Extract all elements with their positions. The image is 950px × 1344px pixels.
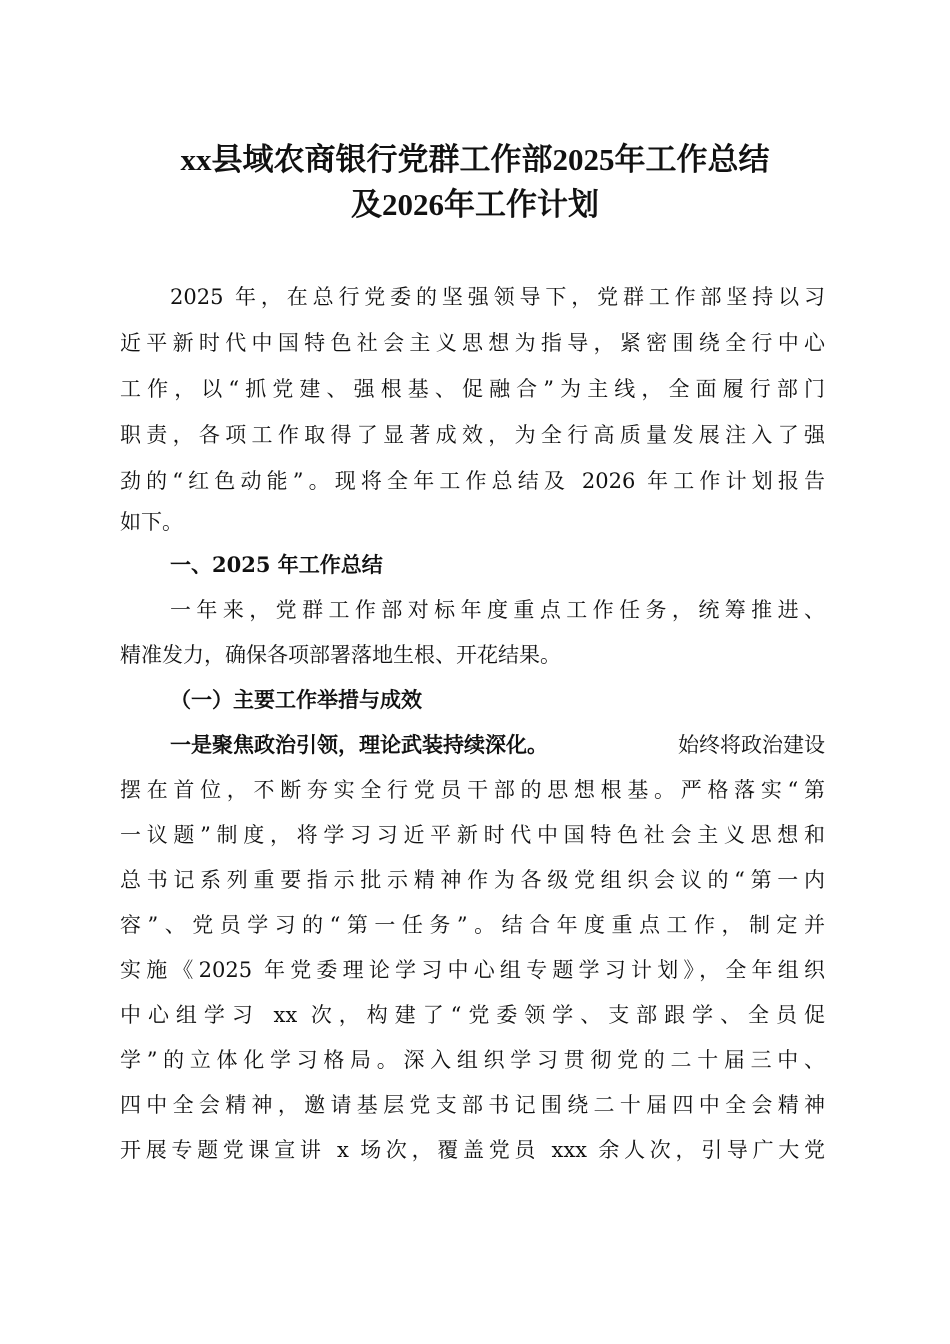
title-line-1: xx县域农商银行党群工作部2025年工作总结	[180, 142, 770, 177]
text-line: 开展专题党课宣讲 x 场次，覆盖党员 xxx 余人次，引导广大党	[120, 1138, 825, 1162]
text-line	[170, 730, 825, 760]
text-line: 近平新时代中国特色社会主义思想为指导，紧密围绕全行中心	[120, 331, 825, 355]
title-line-2: 及2026年工作计划	[351, 187, 599, 222]
text-line: 容”、党员学习的“第一任务”。结合年度重点工作，制定并	[120, 913, 825, 937]
text-line: 职责，各项工作取得了显著成效，为全行高质量发展注入了强	[120, 423, 825, 447]
text-line: 一议题”制度，将学习习近平新时代中国特色社会主义思想和	[120, 823, 825, 847]
text-line: 实施《2025 年党委理论学习中心组专题学习计划》，全年组织	[120, 958, 825, 982]
text-line: 学”的立体化学习格局。深入组织学习贯彻党的二十届三中、	[120, 1048, 825, 1072]
text-line: 总书记系列重要指示批示精神作为各级党组织会议的“第一内	[120, 868, 825, 892]
section-heading: 一、2025 年工作总结	[170, 552, 383, 577]
text-line: 如下。	[120, 510, 183, 534]
text-line: 精准发力，确保各项部署落地生根、开花结果。	[120, 643, 561, 667]
text-line: 一年来，党群工作部对标年度重点工作任务，统筹推进、	[170, 598, 825, 622]
text-line: 四中全会精神，邀请基层党支部书记围绕二十届四中全会精神	[120, 1093, 825, 1117]
subsection-heading: （一）主要工作举措与成效	[170, 687, 422, 712]
text-line: 中心组学习 xx 次，构建了“党委领学、支部跟学、全员促	[120, 1003, 825, 1027]
text-line: 工作，以“抓党建、强根基、促融合”为主线，全面履行部门	[120, 377, 825, 401]
point-text: 始终将政治建设	[678, 733, 825, 757]
text-line: 劲的“红色动能”。现将全年工作总结及 2026 年工作计划报告	[120, 469, 825, 493]
text-line: 2025 年，在总行党委的坚强领导下，党群工作部坚持以习	[170, 285, 825, 309]
point-lead: 一是聚焦政治引领，理论武装持续深化。	[170, 732, 548, 757]
text-line: 摆在首位，不断夯实全行党员干部的思想根基。严格落实“第	[120, 778, 825, 802]
